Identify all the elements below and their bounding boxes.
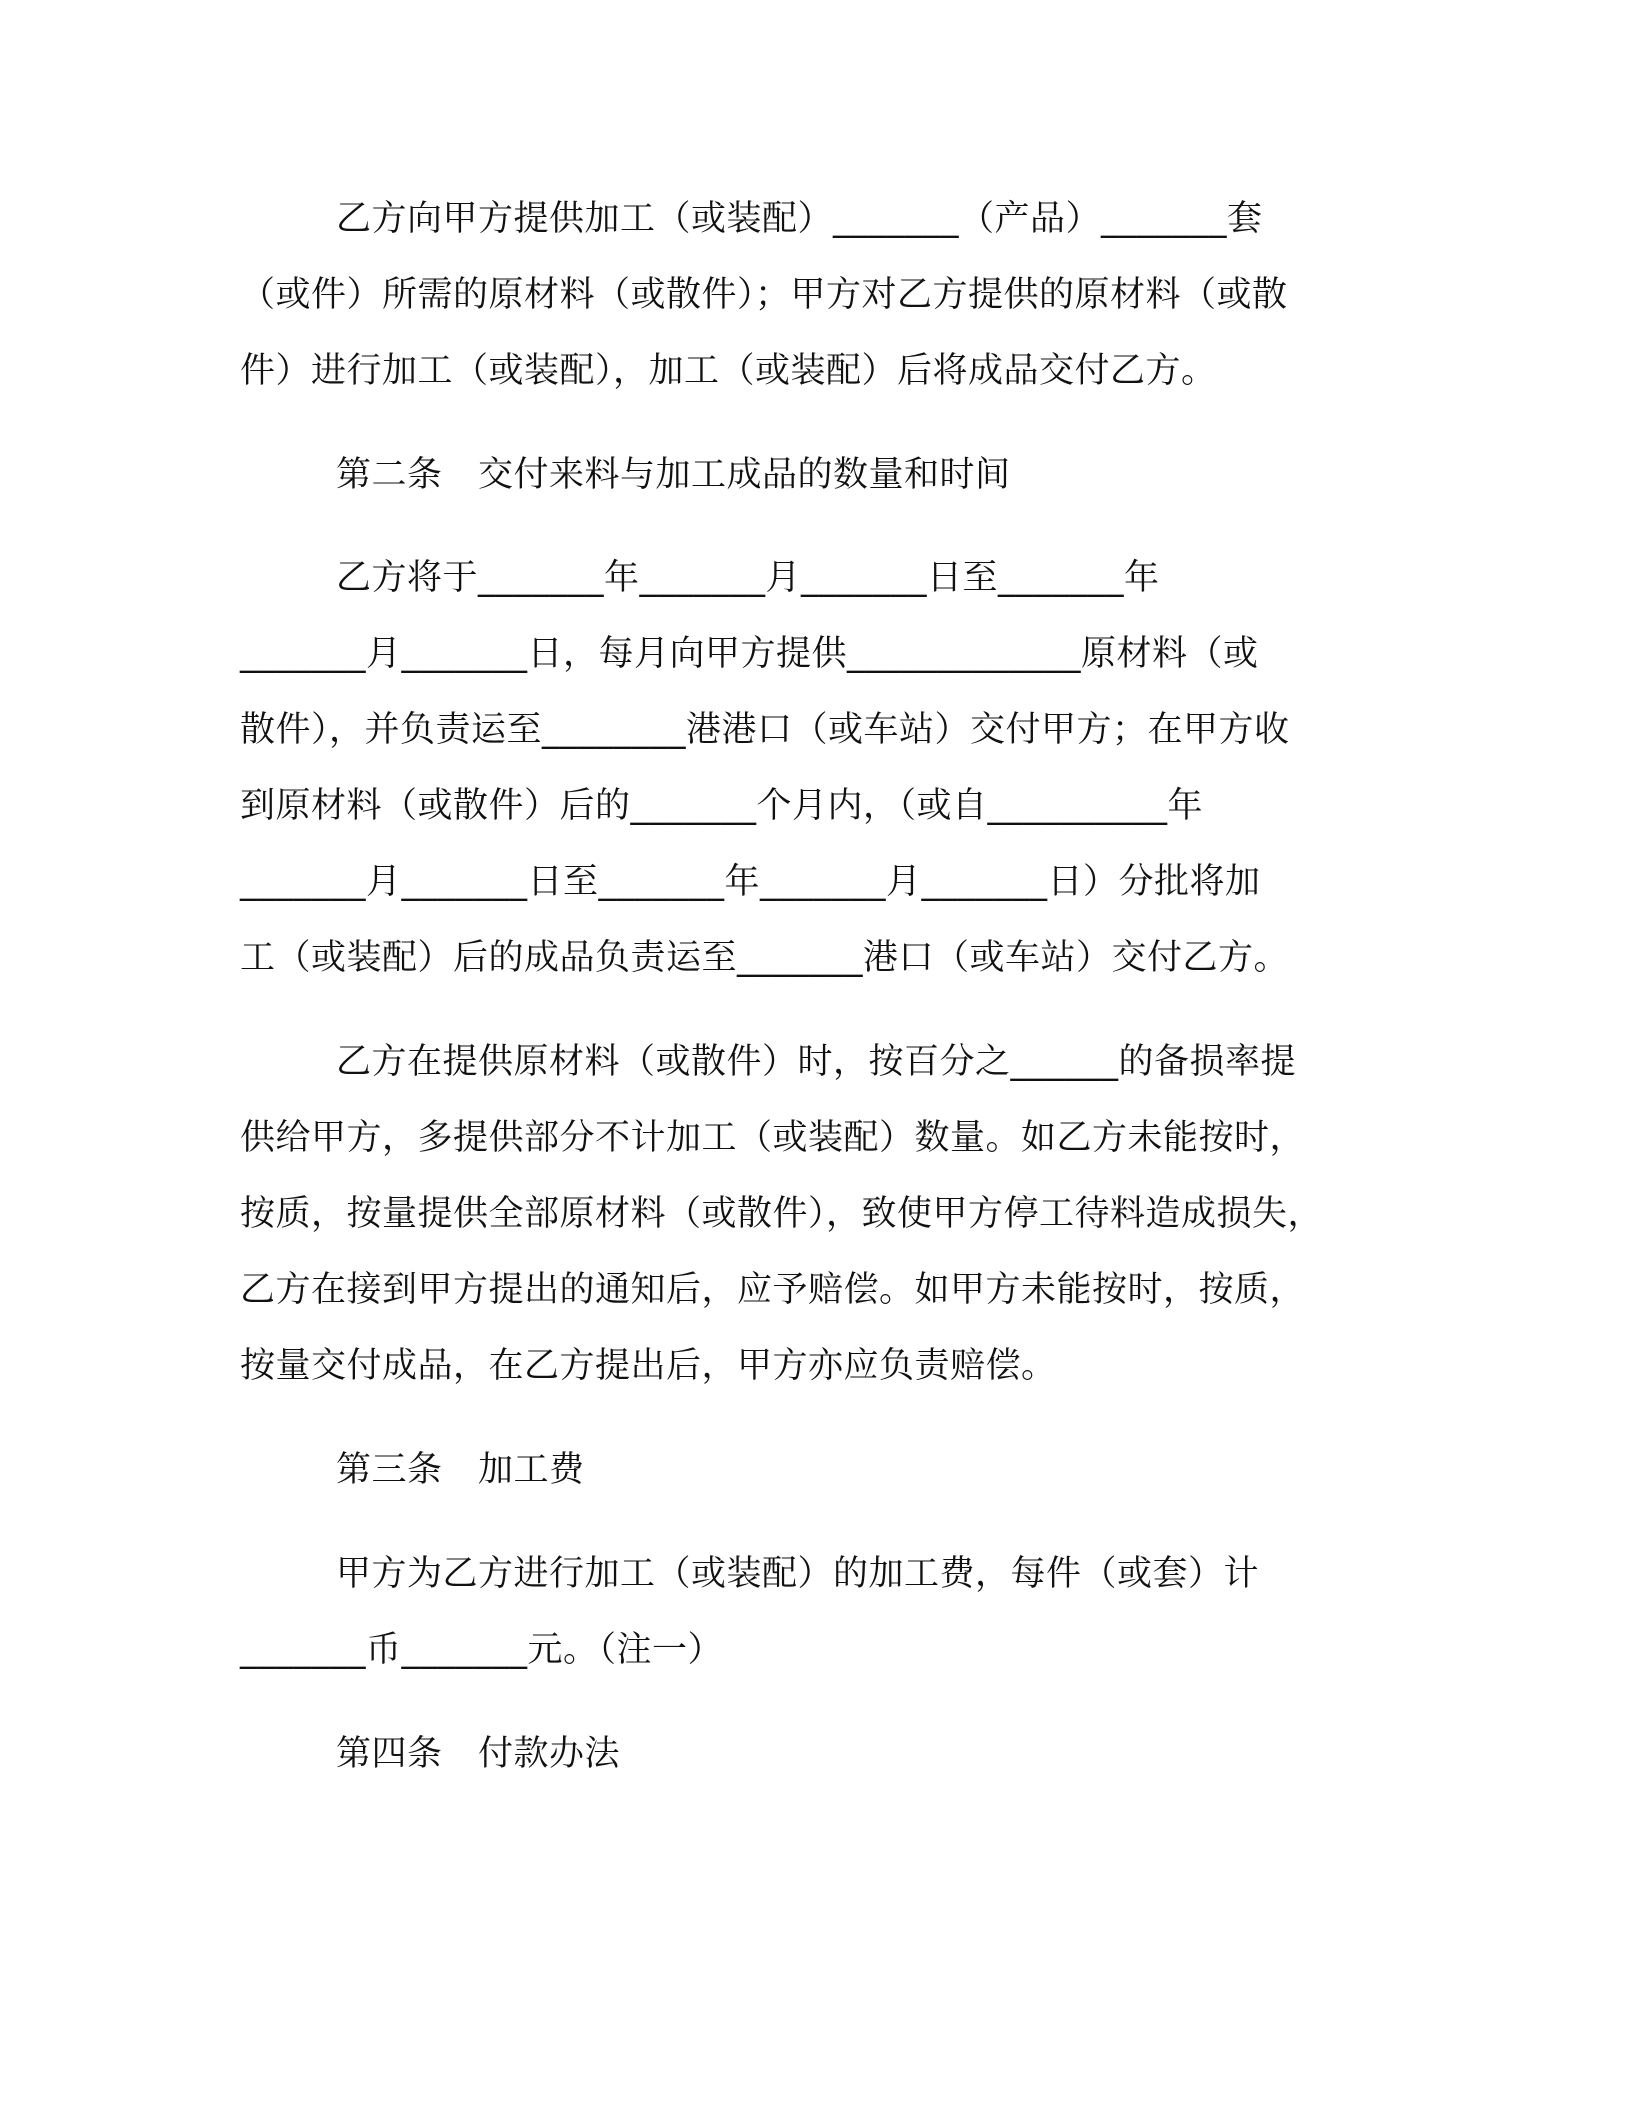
article-2-heading: 第二条 交付来料与加工成品的数量和时间 <box>336 455 1011 495</box>
article-4-heading: 第四条 付款办法 <box>336 1734 621 1774</box>
article-3-heading: 第三条 加工费 <box>336 1450 585 1490</box>
document-page <box>240 0 1400 2112</box>
article-2-para-2-line-1: 乙方在提供原材料（或散件）时，按百分之______的备损率提 <box>336 1042 1297 1082</box>
article-2-para-1-line-6: 工（或装配）后的成品负责运至_______港口（或车站）交付乙方。 <box>240 938 1290 978</box>
article-2-para-2-line-5: 按量交付成品，在乙方提出后，甲方亦应负责赔偿。 <box>240 1346 1057 1386</box>
article-2-para-1-line-3: 散件），并负责运至________港港口（或车站）交付甲方；在甲方收 <box>240 710 1290 750</box>
article-2-para-1-line-1: 乙方将于_______年_______月_______日至_______年 <box>336 558 1160 598</box>
article-2-para-1-line-2: _______月_______日，每月向甲方提供_____________原材料（或 <box>240 634 1259 674</box>
clause-intro-line-1: 乙方向甲方提供加工（或装配）_______（产品）_______套 <box>336 199 1263 239</box>
clause-intro-line-3: 件）进行加工（或装配），加工（或装配）后将成品交付乙方。 <box>240 351 1217 391</box>
article-3-para-line-1: 甲方为乙方进行加工（或装配）的加工费，每件（或套）计 <box>336 1554 1260 1594</box>
article-2-para-1-line-4: 到原材料（或散件）后的_______个月内，（或自__________年 <box>240 786 1204 826</box>
article-2-para-2-line-2: 供给甲方，多提供部分不计加工（或装配）数量。如乙方未能按时， <box>240 1118 1306 1158</box>
article-2-para-2-line-3: 按质，按量提供全部原材料（或散件），致使甲方停工待料造成损失， <box>240 1194 1324 1234</box>
article-2-para-1-line-5: _______月_______日至_______年_______月_______日）分批将加 <box>240 862 1261 902</box>
article-3-para-line-2: _______币_______元。（注一） <box>240 1630 724 1670</box>
article-2-para-2-line-4: 乙方在接到甲方提出的通知后，应予赔偿。如甲方未能按时，按质， <box>240 1270 1306 1310</box>
clause-intro-line-2: （或件）所需的原材料（或散件）；甲方对乙方提供的原材料（或散 <box>240 275 1288 315</box>
